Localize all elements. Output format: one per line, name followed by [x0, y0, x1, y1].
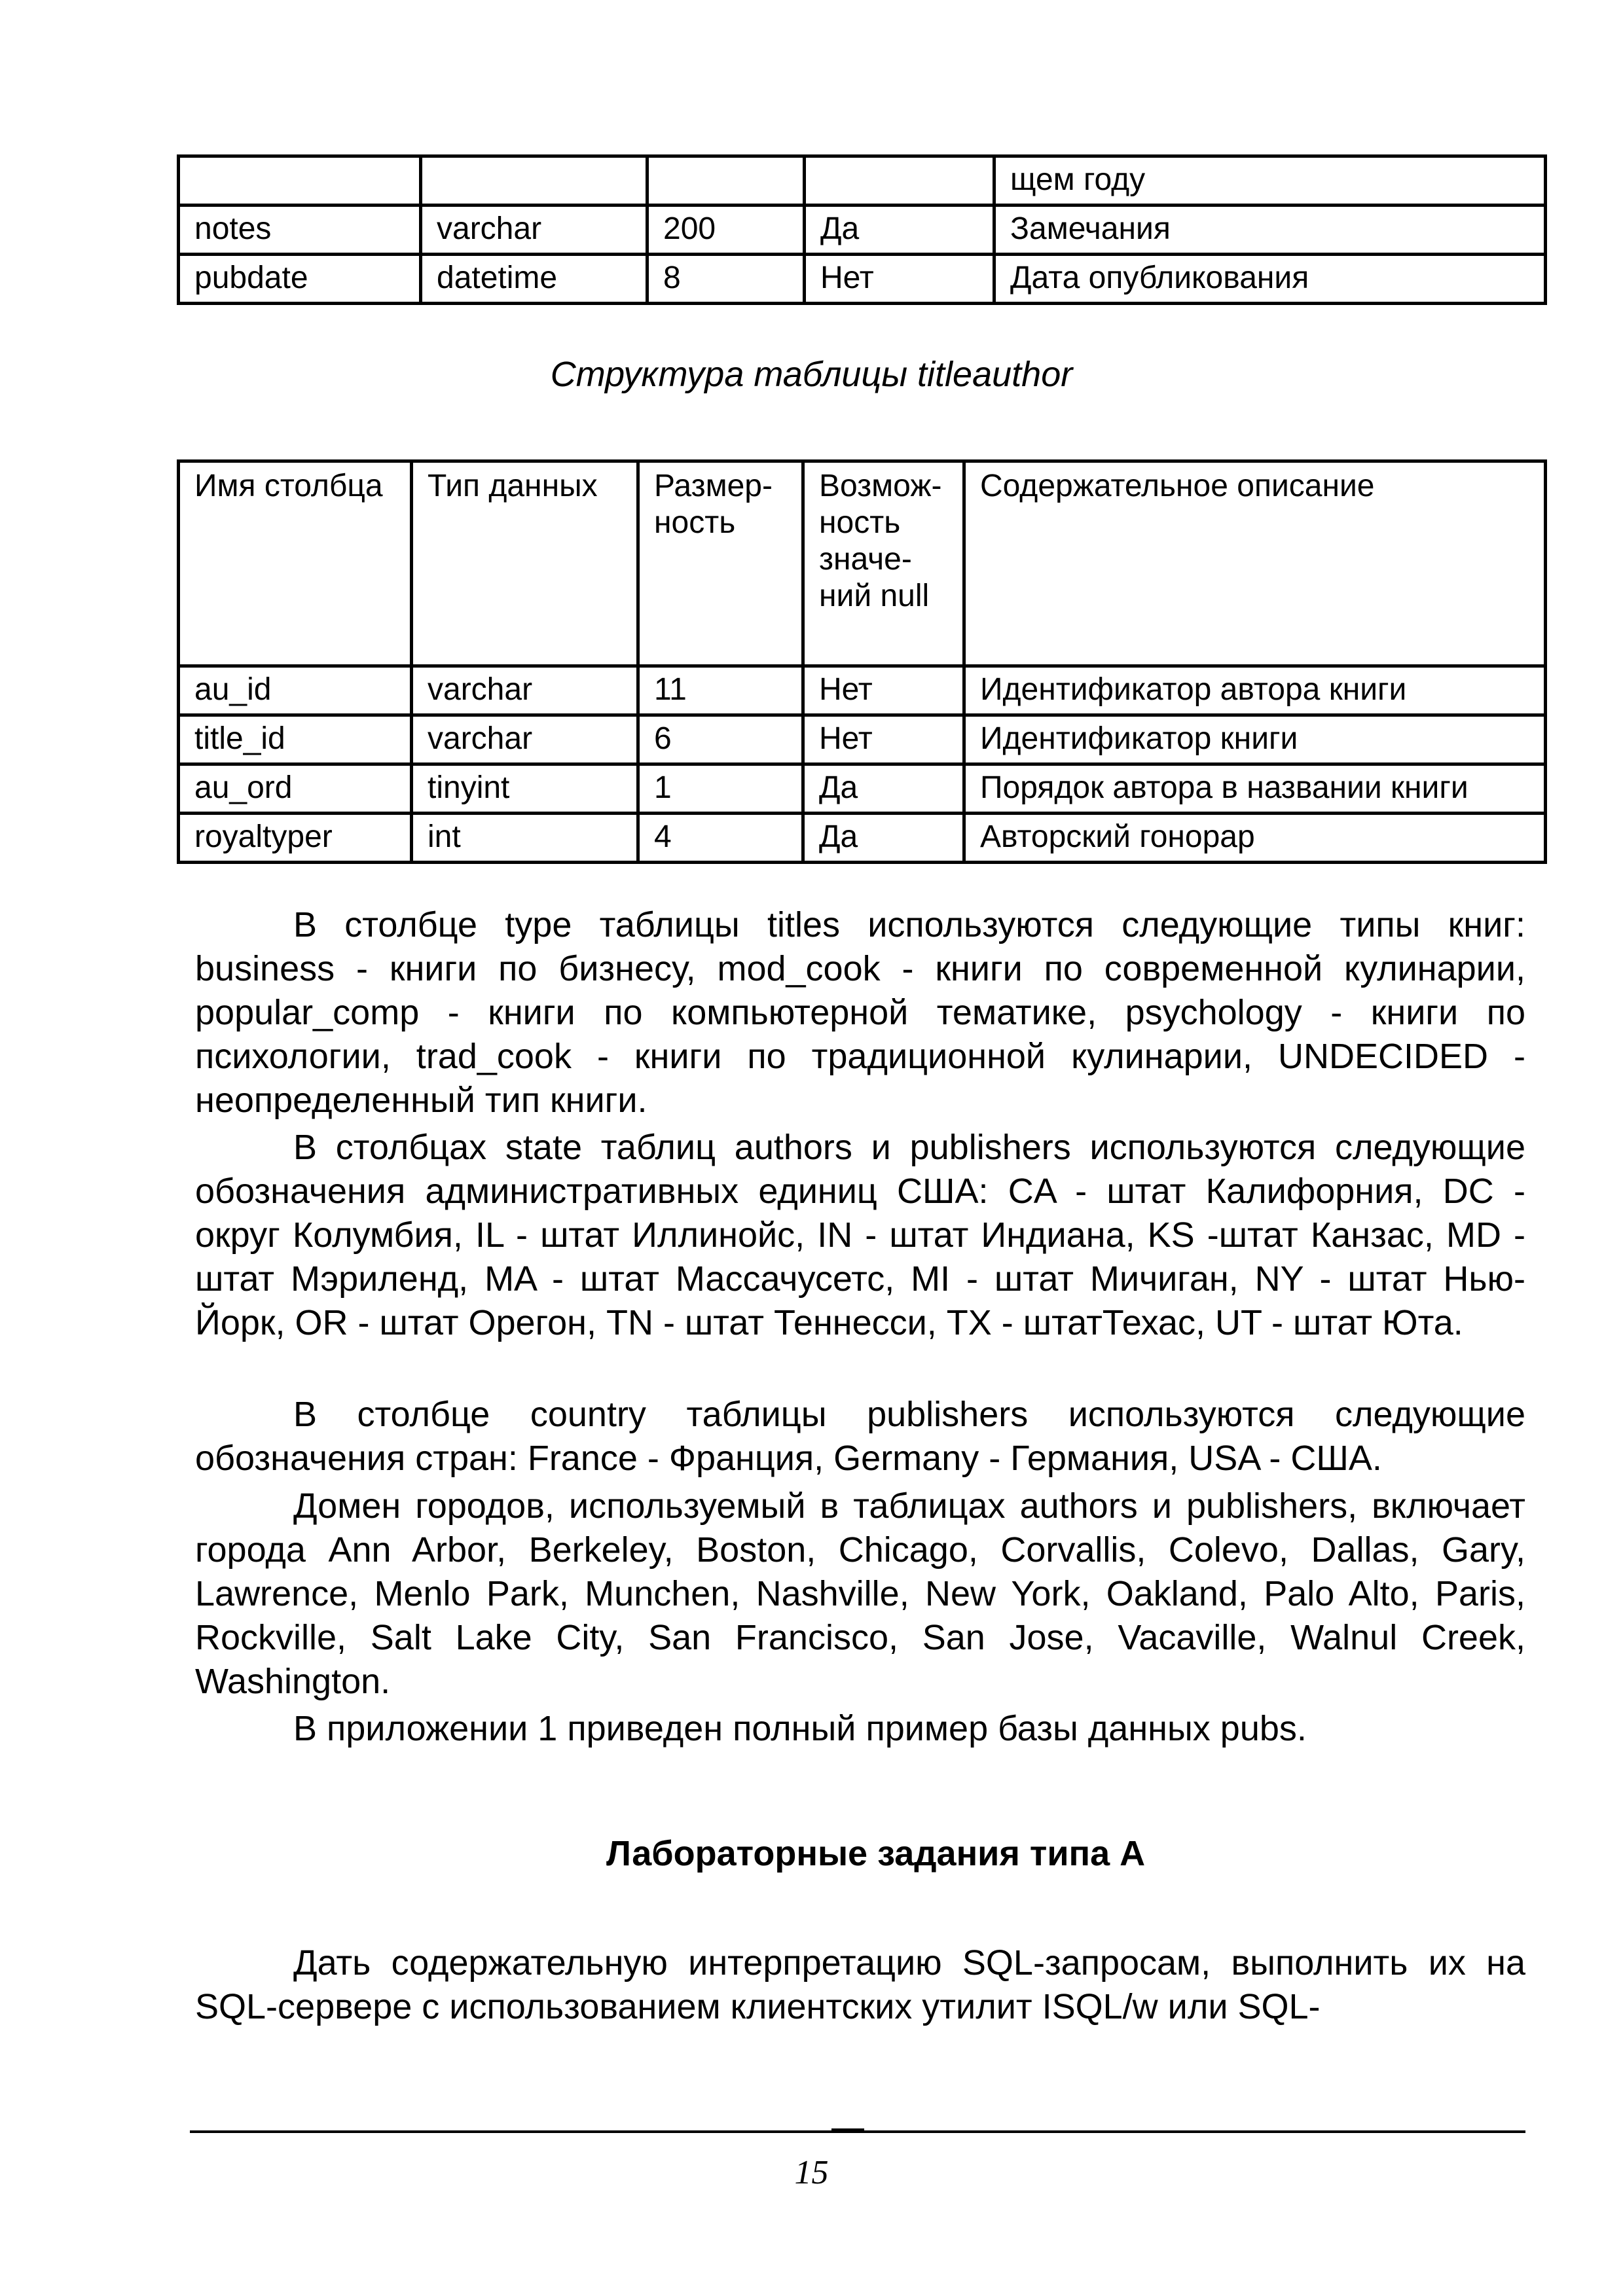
- table-cell: Нет: [803, 715, 964, 764]
- table-cell: royaltyper: [179, 814, 412, 863]
- table-cell: 11: [638, 666, 803, 715]
- table-cell: 8: [647, 255, 805, 304]
- table-cell: Идентификатор книги: [964, 715, 1546, 764]
- paragraph-cities: Домен городов, используемый в таблицах authors и publishers, включает города Ann Arbor, Berkeley, Boston, Chicago, Corvallis, Colevo, Dallas, Gary, Lawrence, Menlo Park, Munchen, Nashville, New York, Oakland, Palo Alto, Paris, Rockville, Salt Lake City, San Francisco, San Jose, Vacaville, Walnul Creek, Washington.: [195, 1486, 1525, 1701]
- table-cell: [179, 156, 421, 206]
- table-row: [179, 814, 1546, 863]
- column-header: Возмож- ность значе- ний null: [803, 461, 964, 666]
- table-cell: au_ord: [179, 764, 412, 814]
- table-cell: 4: [638, 814, 803, 863]
- table-cell: Дата опубликования: [994, 255, 1546, 304]
- table-cell: varchar: [412, 666, 638, 715]
- table-row: [179, 666, 1546, 715]
- paragraph-book-types: В столбце type таблицы titles используются следующие типы книг: business - книги по бизнесу, mod_cook - книги по современной кулинарии, popular_comp - книги по компьютерной тематике, psychology - книги по психологии, trad_cook - книги по традиционной кулинарии, UNDECIDED - неопределенный тип книги.: [195, 905, 1525, 1120]
- paragraph-countries: В столбце country таблицы publishers используются следующие обозначения стран: France - Франция, Germany - Германия, USA - США.: [195, 1395, 1525, 1478]
- column-header: Имя столбца: [179, 461, 412, 666]
- table-cell: au_id: [179, 666, 412, 715]
- table-cell: [805, 156, 994, 206]
- table-cell: Нет: [803, 666, 964, 715]
- table-cell: Идентификатор автора книги: [964, 666, 1546, 715]
- table-row: [179, 156, 1546, 206]
- table-header-row: [179, 461, 1546, 666]
- table-cell: 6: [638, 715, 803, 764]
- paragraph-states: В столбцах state таблиц authors и publishers используются следующие обозначения административных единиц США: CA - штат Калифорния, DC - округ Колумбия, IL - штат Иллинойс, IN - штат Индиана, KS -штат Канзас, MD - штат Мэриленд, MA - штат Массачусетс, MI - штат Мичиган, NY - штат Нью-Йорк, OR - штат Орегон, TN - штат Теннесси, TX - штатТехас, UT - штат Юта.: [195, 1128, 1525, 1342]
- table-cell: Да: [803, 764, 964, 814]
- table-cell: Порядок автора в названии книги: [964, 764, 1546, 814]
- table-cell: varchar: [412, 715, 638, 764]
- table-cell: Замечания: [994, 206, 1546, 255]
- paragraph-task: Дать содержательную интерпретацию SQL-запросам, выполнить их на SQL-сервере с использованием клиентских утилит ISQL/w или SQL-: [195, 1943, 1525, 2026]
- table-cell: pubdate: [179, 255, 421, 304]
- table-titleauthor: [177, 459, 1547, 864]
- table-cell: [647, 156, 805, 206]
- table-cell: 1: [638, 764, 803, 814]
- paragraph-appendix: В приложении 1 приведен полный пример базы данных pubs.: [293, 1709, 1307, 1748]
- column-header: Размер- ность: [638, 461, 803, 666]
- table-row: [179, 764, 1546, 814]
- footer-divider-mark: [831, 2128, 864, 2131]
- table-cell: Да: [803, 814, 964, 863]
- column-header: Тип данных: [412, 461, 638, 666]
- table-titles-end: [177, 154, 1547, 305]
- table-cell: Авторский гонорар: [964, 814, 1546, 863]
- table-cell: datetime: [421, 255, 647, 304]
- table-row: [179, 715, 1546, 764]
- table-cell: varchar: [421, 206, 647, 255]
- table-cell: щем году: [994, 156, 1546, 206]
- table-cell: notes: [179, 206, 421, 255]
- table-cell: int: [412, 814, 638, 863]
- page-number: 15: [794, 2154, 829, 2191]
- column-header: Содержательное описание: [964, 461, 1546, 666]
- table-cell: 200: [647, 206, 805, 255]
- table-cell: Да: [805, 206, 994, 255]
- section-heading: Лабораторные задания типа А: [606, 1834, 1146, 1873]
- table-row: [179, 255, 1546, 304]
- table-cell: [421, 156, 647, 206]
- table-row: [179, 206, 1546, 255]
- table-caption: Структура таблицы titleauthor: [550, 355, 1073, 394]
- table-cell: tinyint: [412, 764, 638, 814]
- table-cell: title_id: [179, 715, 412, 764]
- table-cell: Нет: [805, 255, 994, 304]
